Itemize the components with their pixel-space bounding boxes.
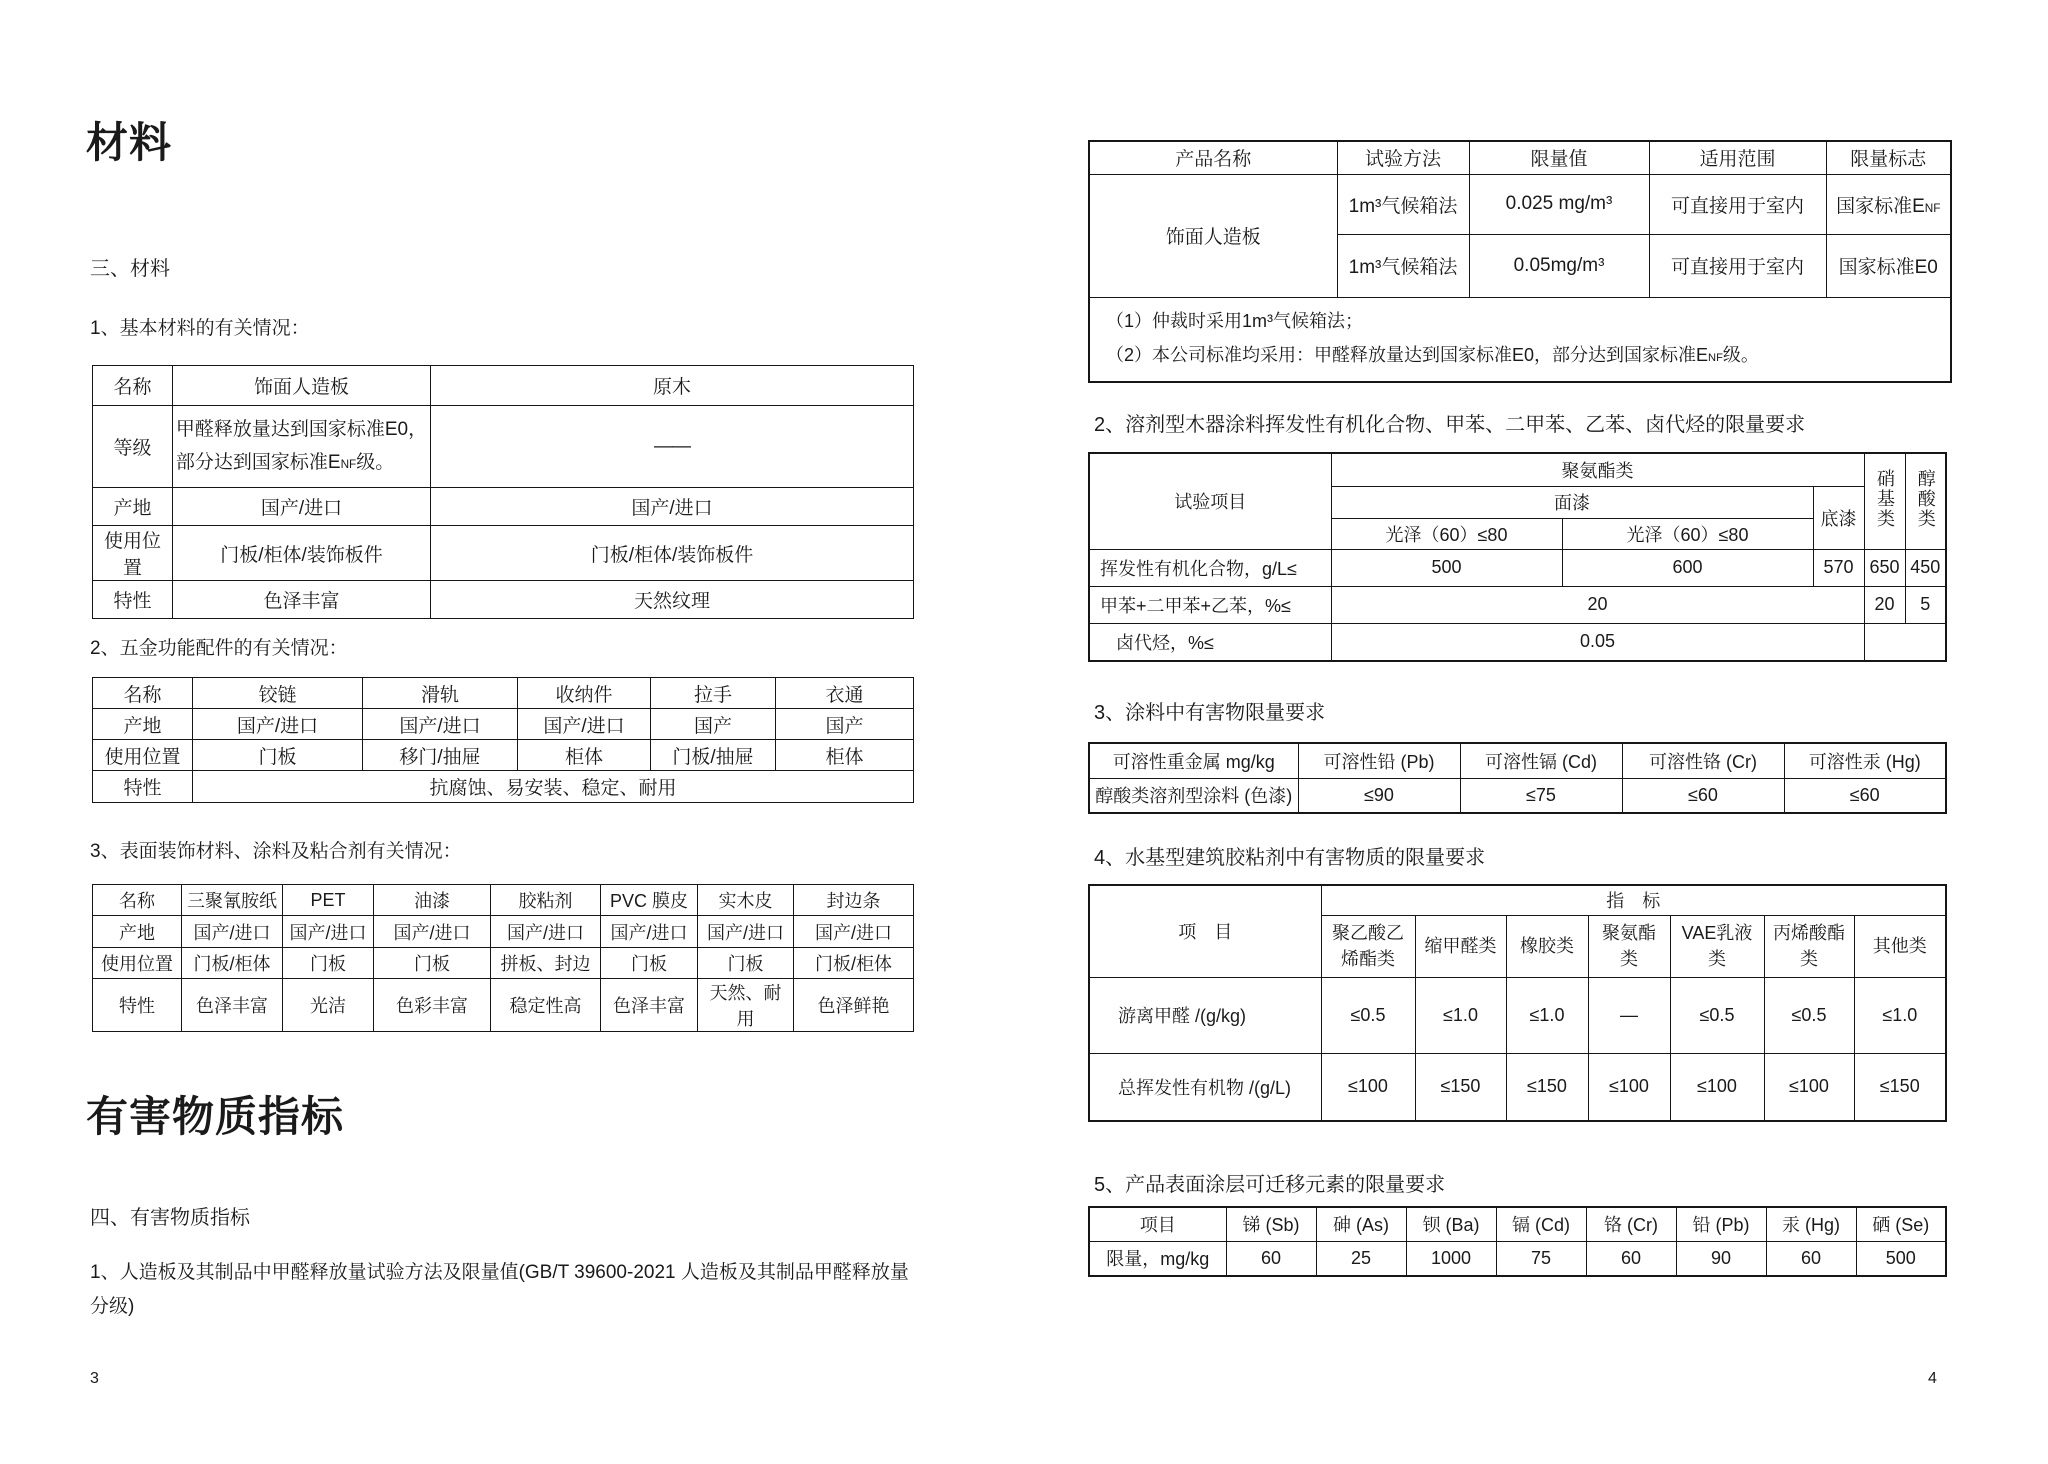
cell: 铅 (Pb) xyxy=(1676,1207,1766,1241)
cell: VAE乳液类 xyxy=(1670,915,1764,977)
cell: 产地 xyxy=(93,916,182,948)
table-row xyxy=(93,366,914,406)
cell: 国产/进口 xyxy=(794,916,914,948)
notes-cell xyxy=(1089,297,1951,382)
subheading-waterbased-adhesive: 4、水基型建筑胶粘剂中有害物质的限量要求 xyxy=(1094,847,1486,869)
cell: 75 xyxy=(1496,1241,1586,1276)
note2-post: 级。 xyxy=(1722,344,1759,365)
cell: 柜体 xyxy=(518,740,651,771)
cell: 可溶性铅 (Pb) xyxy=(1298,743,1460,778)
cell: 锑 (Sb) xyxy=(1226,1207,1316,1241)
cell: 570 xyxy=(1813,549,1864,586)
cell xyxy=(173,406,431,488)
cell xyxy=(1864,623,1946,661)
cell: 名称 xyxy=(93,678,193,709)
table-row xyxy=(1089,1207,1946,1241)
cell: 60 xyxy=(1586,1241,1676,1276)
cell: 滑轨 xyxy=(363,678,518,709)
section-heading-4: 四、有害物质指标 xyxy=(90,1207,250,1229)
table-row xyxy=(1089,977,1946,1053)
cell: 特性 xyxy=(93,771,193,803)
cell: 实木皮 xyxy=(698,885,794,916)
paragraph-formaldehyde-standard: 1、人造板及其制品中甲醛释放量试验方法及限量值(GB/T 39600-2021 人造板及其制品甲醛释放量分级) xyxy=(90,1262,909,1317)
cell xyxy=(1826,174,1951,234)
cell: 饰面人造板 xyxy=(173,366,431,406)
cell: ≤90 xyxy=(1298,778,1460,813)
cell: 650 xyxy=(1864,549,1905,586)
note2-sub: NF xyxy=(1708,351,1723,364)
table-row xyxy=(1089,586,1946,623)
cell: 20 xyxy=(1331,586,1864,623)
cell: 0.025 mg/m³ xyxy=(1469,174,1649,234)
cell: 光泽（60）≤80 xyxy=(1331,518,1562,549)
cell: 原木 xyxy=(431,366,914,406)
cell: 60 xyxy=(1766,1241,1856,1276)
cell: 国产 xyxy=(651,709,776,740)
cell: 总挥发性有机物 /(g/L) xyxy=(1089,1053,1321,1121)
cell: 色彩丰富 xyxy=(374,979,491,1032)
surface-materials-table xyxy=(92,884,914,1032)
cell: 60 xyxy=(1226,1241,1316,1276)
cell: ≤75 xyxy=(1460,778,1622,813)
cell: 门板/柜体/装饰板件 xyxy=(431,526,914,581)
cell: 25 xyxy=(1316,1241,1406,1276)
grade-text xyxy=(176,413,427,481)
cell: 收纳件 xyxy=(518,678,651,709)
cell: 国产/进口 xyxy=(173,488,431,526)
cell: 可溶性铬 (Cr) xyxy=(1622,743,1784,778)
cell: 底漆 xyxy=(1813,486,1864,549)
cell: 国产/进口 xyxy=(491,916,601,948)
cell: 面漆 xyxy=(1331,486,1813,518)
vertical-label: 硝基类 xyxy=(1874,468,1895,529)
table-row xyxy=(93,885,914,916)
cell: 国产/进口 xyxy=(182,916,283,948)
cell: 天然纹理 xyxy=(431,581,914,619)
cell: 醇酸类溶剂型涂料 (色漆) xyxy=(1089,778,1298,813)
cell: 聚氨酯类 xyxy=(1331,453,1864,486)
table-row xyxy=(1089,743,1946,778)
cell: 名称 xyxy=(93,366,173,406)
cell: 硒 (Se) xyxy=(1856,1207,1946,1241)
table-row xyxy=(93,488,914,526)
cell: 1000 xyxy=(1406,1241,1496,1276)
cell: 国产/进口 xyxy=(431,488,914,526)
table-row xyxy=(93,526,914,581)
cell: 限量标志 xyxy=(1826,141,1951,174)
cell: 门板/柜体/装饰板件 xyxy=(173,526,431,581)
cell: 可直接用于室内 xyxy=(1649,234,1826,297)
cell: 丙烯酸酯类 xyxy=(1764,915,1854,977)
cell: 项目 xyxy=(1089,1207,1226,1241)
cell xyxy=(1905,453,1946,549)
cell: 聚氨酯类 xyxy=(1588,915,1670,977)
table-row xyxy=(93,709,914,740)
cell: 试验项目 xyxy=(1089,453,1331,549)
cell: 国产/进口 xyxy=(193,709,363,740)
cell: 产地 xyxy=(93,488,173,526)
cell: 色泽鲜艳 xyxy=(794,979,914,1032)
cell: 门板 xyxy=(193,740,363,771)
cell: 卤代烃，%≤ xyxy=(1089,623,1331,661)
cell: 橡胶类 xyxy=(1506,915,1588,977)
note2-pre: （2）本公司标准均采用：甲醛释放量达到国家标准E0，部分达到国家标准E xyxy=(1106,344,1709,365)
grade-line2-post: 级。 xyxy=(356,451,395,473)
cell: 光泽（60）≤80 xyxy=(1562,518,1813,549)
cell: 可溶性汞 (Hg) xyxy=(1784,743,1946,778)
table-row xyxy=(93,406,914,488)
cell: ≤0.5 xyxy=(1764,977,1854,1053)
subheading-hardware: 2、五金功能配件的有关情况： xyxy=(90,638,348,659)
cell: ≤60 xyxy=(1622,778,1784,813)
table-row xyxy=(93,948,914,979)
mark-sub: NF xyxy=(1924,201,1941,215)
cell: ≤150 xyxy=(1854,1053,1946,1121)
cell: 柜体 xyxy=(776,740,914,771)
cell: 90 xyxy=(1676,1241,1766,1276)
cell: 500 xyxy=(1856,1241,1946,1276)
cell xyxy=(431,406,914,488)
cell: 特性 xyxy=(93,581,173,619)
table-row xyxy=(1089,453,1946,486)
cell: 缩甲醛类 xyxy=(1415,915,1506,977)
cell: ≤1.0 xyxy=(1854,977,1946,1053)
cell: 油漆 xyxy=(374,885,491,916)
cell: PVC 膜皮 xyxy=(601,885,698,916)
cell: ≤100 xyxy=(1670,1053,1764,1121)
table-row xyxy=(93,771,914,803)
cell: 国产/进口 xyxy=(363,709,518,740)
page-title-hazardous: 有害物质指标 xyxy=(86,1093,345,1140)
table-row xyxy=(1089,1241,1946,1276)
panel-limit-table xyxy=(1088,140,1952,383)
cell: 门板/柜体 xyxy=(794,948,914,979)
cell: 0.05mg/m³ xyxy=(1469,234,1649,297)
section-heading-3: 三、材料 xyxy=(90,258,170,280)
cell: 20 xyxy=(1864,586,1905,623)
cell: 封边条 xyxy=(794,885,914,916)
cell: 门板 xyxy=(601,948,698,979)
cell: 门板 xyxy=(374,948,491,979)
table-row xyxy=(1089,623,1946,661)
cell: 门板/抽屉 xyxy=(651,740,776,771)
hardware-table xyxy=(92,677,914,803)
cell: ≤0.5 xyxy=(1321,977,1415,1053)
page-number-right: 4 xyxy=(1928,1370,1937,1387)
page-title-materials: 材料 xyxy=(86,119,173,166)
cell: 试验方法 xyxy=(1337,141,1469,174)
table-row xyxy=(1089,141,1951,174)
table-row xyxy=(93,916,914,948)
migratable-elements-table xyxy=(1088,1206,1947,1277)
grade-line2-sub: NF xyxy=(340,457,357,471)
cell: 游离甲醛 /(g/kg) xyxy=(1089,977,1321,1053)
cell: 色泽丰富 xyxy=(601,979,698,1032)
cell: 国产/进口 xyxy=(518,709,651,740)
cell: 国产/进口 xyxy=(601,916,698,948)
no-grade-dash: —— xyxy=(654,435,690,457)
cell: 名称 xyxy=(93,885,182,916)
cell: 衣通 xyxy=(776,678,914,709)
cell: 指 标 xyxy=(1321,885,1946,915)
cell: 限量值 xyxy=(1469,141,1649,174)
cell: 铬 (Cr) xyxy=(1586,1207,1676,1241)
cell: ≤100 xyxy=(1764,1053,1854,1121)
table-row xyxy=(1089,778,1946,813)
mark-pre: 国家标准E xyxy=(1836,195,1925,217)
cell: ≤1.0 xyxy=(1506,977,1588,1053)
cell: 600 xyxy=(1562,549,1813,586)
cell: 胶粘剂 xyxy=(491,885,601,916)
cell: 国产/进口 xyxy=(374,916,491,948)
cell: 天然、耐用 xyxy=(698,979,794,1032)
cell: 可溶性镉 (Cd) xyxy=(1460,743,1622,778)
grade-line2-pre: 部分达到国家标准E xyxy=(175,451,341,473)
table-row xyxy=(1089,1053,1946,1121)
adhesive-limit-table xyxy=(1088,884,1947,1122)
table-row xyxy=(93,581,914,619)
table-row xyxy=(93,979,914,1032)
subheading-basic-materials: 1、基本材料的有关情况： xyxy=(90,318,310,339)
table-row xyxy=(1089,174,1951,234)
cell: 饰面人造板 xyxy=(1089,174,1337,297)
cell: 5 xyxy=(1905,586,1946,623)
cell: ≤60 xyxy=(1784,778,1946,813)
subheading-migratable-elements: 5、产品表面涂层可迁移元素的限量要求 xyxy=(1094,1174,1446,1196)
vertical-label: 醇酸类 xyxy=(1915,468,1936,529)
basic-materials-table xyxy=(92,365,914,619)
grade-line1: 甲醛释放量达到国家标准E0， xyxy=(175,418,428,440)
cell: 可溶性重金属 mg/kg xyxy=(1089,743,1298,778)
cell: 移门/抽屉 xyxy=(363,740,518,771)
cell: 可直接用于室内 xyxy=(1649,174,1826,234)
cell: 拉手 xyxy=(651,678,776,709)
cell: 国家标准E0 xyxy=(1826,234,1951,297)
cell: 项 目 xyxy=(1089,885,1321,977)
cell: 甲苯+二甲苯+乙苯，%≤ xyxy=(1089,586,1331,623)
cell: 国产/进口 xyxy=(698,916,794,948)
note-line2 xyxy=(1106,338,1934,375)
cell: ≤150 xyxy=(1415,1053,1506,1121)
cell: 聚乙酸乙烯酯类 xyxy=(1321,915,1415,977)
cell: 1m³气候箱法 xyxy=(1337,234,1469,297)
cell xyxy=(1864,453,1905,549)
cell: 汞 (Hg) xyxy=(1766,1207,1856,1241)
solvent-coating-table xyxy=(1088,452,1947,662)
cell: ≤100 xyxy=(1321,1053,1415,1121)
cell: 450 xyxy=(1905,549,1946,586)
table-row xyxy=(1089,297,1951,382)
cell: ≤0.5 xyxy=(1670,977,1764,1053)
cell: 抗腐蚀、易安装、稳定、耐用 xyxy=(193,771,914,803)
cell: 使用位置 xyxy=(93,526,173,581)
cell: 0.05 xyxy=(1331,623,1864,661)
cell: 其他类 xyxy=(1854,915,1946,977)
note-line1: （1）仲裁时采用1m³气候箱法； xyxy=(1106,310,1364,331)
table-row xyxy=(1089,549,1946,586)
subheading-coating-harmful: 3、涂料中有害物限量要求 xyxy=(1094,702,1326,724)
cell: 使用位置 xyxy=(93,740,193,771)
cell: 500 xyxy=(1331,549,1562,586)
heavy-metals-table xyxy=(1088,742,1947,814)
table-row xyxy=(93,740,914,771)
cell: 产品名称 xyxy=(1089,141,1337,174)
cell: 门板/柜体 xyxy=(182,948,283,979)
cell: PET xyxy=(283,885,374,916)
cell: 等级 xyxy=(93,406,173,488)
cell: 门板 xyxy=(283,948,374,979)
cell: 拼板、封边 xyxy=(491,948,601,979)
cell: 色泽丰富 xyxy=(182,979,283,1032)
cell: 国产/进口 xyxy=(283,916,374,948)
page-right xyxy=(1024,0,2048,1464)
cell: 挥发性有机化合物，g/L≤ xyxy=(1089,549,1331,586)
cell: ≤100 xyxy=(1588,1053,1670,1121)
cell: 三聚氰胺纸 xyxy=(182,885,283,916)
cell: 色泽丰富 xyxy=(173,581,431,619)
subheading-surface-materials: 3、表面装饰材料、涂料及粘合剂有关情况： xyxy=(90,841,462,862)
cell: 使用位置 xyxy=(93,948,182,979)
cell: 砷 (As) xyxy=(1316,1207,1406,1241)
page-number-left: 3 xyxy=(90,1370,99,1387)
cell: 钡 (Ba) xyxy=(1406,1207,1496,1241)
cell: — xyxy=(1588,977,1670,1053)
cell: 门板 xyxy=(698,948,794,979)
cell: 稳定性高 xyxy=(491,979,601,1032)
cell: ≤1.0 xyxy=(1415,977,1506,1053)
cell: 铰链 xyxy=(193,678,363,709)
cell: 镉 (Cd) xyxy=(1496,1207,1586,1241)
cell: 国产 xyxy=(776,709,914,740)
table-row xyxy=(1089,885,1946,915)
cell: 产地 xyxy=(93,709,193,740)
subheading-solvent-coatings: 2、溶剂型木器涂料挥发性有机化合物、甲苯、二甲苯、乙苯、卤代烃的限量要求 xyxy=(1094,414,1806,436)
cell: ≤150 xyxy=(1506,1053,1588,1121)
cell: 1m³气候箱法 xyxy=(1337,174,1469,234)
grade-line2 xyxy=(176,446,427,481)
table-row xyxy=(93,678,914,709)
cell: 限量，mg/kg xyxy=(1089,1241,1226,1276)
cell: 特性 xyxy=(93,979,182,1032)
cell: 光洁 xyxy=(283,979,374,1032)
cell: 适用范围 xyxy=(1649,141,1826,174)
